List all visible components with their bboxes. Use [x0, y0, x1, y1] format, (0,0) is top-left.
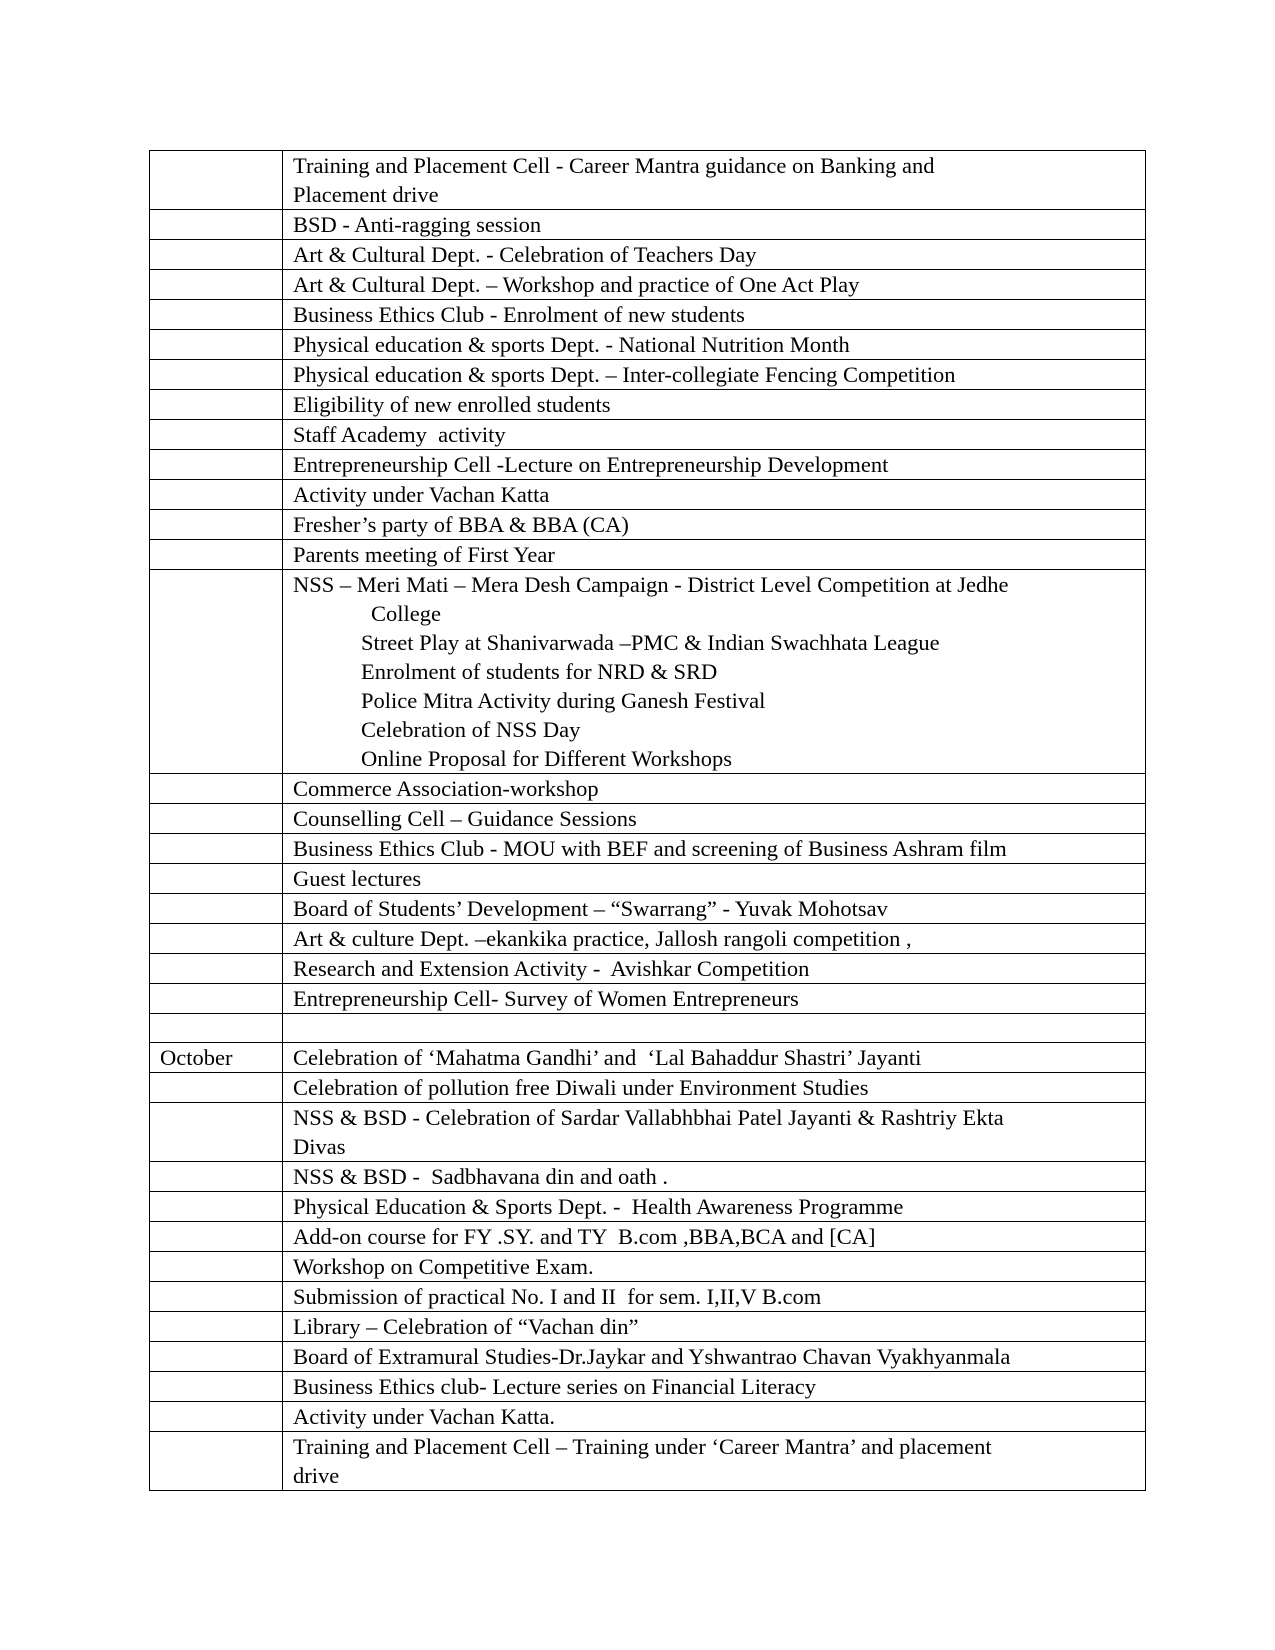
table-row [150, 330, 1146, 360]
activity-text: Guest lectures [293, 866, 422, 891]
month-cell [150, 894, 283, 924]
table-row [150, 390, 1146, 420]
activity-text: Training and Placement Cell - Career Mantra guidance on Banking and Placement drive [293, 153, 935, 207]
table-row [150, 450, 1146, 480]
activity-text: NSS & BSD - Celebration of Sardar Vallabhbhai Patel Jayanti & Rashtriy Ekta Divas [293, 1105, 1004, 1159]
month-cell [150, 360, 283, 390]
schedule-body [150, 151, 1146, 1491]
activity-text: NSS – Meri Mati – Mera Desh Campaign - District Level Competition at Jedhe [293, 572, 1009, 597]
activity-text: Add-on course for FY .SY. and TY B.com ,BBA,BCA and [CA] [293, 1224, 876, 1249]
activity-text: Research and Extension Activity - Avishkar Competition [293, 956, 810, 981]
activity-cell [283, 570, 1146, 774]
activity-sub-item: Street Play at Shanivarwada –PMC & Indian Swachhata League [361, 630, 940, 655]
activity-cell [283, 1312, 1146, 1342]
month-cell [150, 1342, 283, 1372]
table-row [150, 1073, 1146, 1103]
table-row [150, 924, 1146, 954]
month-cell: October [150, 1043, 283, 1073]
month-cell [150, 570, 283, 774]
activity-cell [283, 1014, 1146, 1043]
month-cell [150, 864, 283, 894]
month-cell [150, 924, 283, 954]
month-cell [150, 1192, 283, 1222]
activity-sub-item: Online Proposal for Different Workshops [361, 746, 733, 771]
activity-text: Art & Cultural Dept. - Celebration of Teachers Day [293, 242, 757, 267]
activity-text: NSS & BSD - Sadbhavana din and oath . [293, 1164, 668, 1189]
activity-cell [283, 954, 1146, 984]
activity-cell [283, 540, 1146, 570]
month-cell [150, 540, 283, 570]
activity-cell [283, 1402, 1146, 1432]
table-row [150, 240, 1146, 270]
table-row [150, 210, 1146, 240]
activity-text: Parents meeting of First Year [293, 542, 555, 567]
activity-text: Board of Students’ Development – “Swarrang” - Yuvak Mohotsav [293, 896, 888, 921]
activity-cell [283, 151, 1146, 210]
activity-cell [283, 1372, 1146, 1402]
month-cell [150, 1252, 283, 1282]
table-row [150, 480, 1146, 510]
activity-text: Art & culture Dept. –ekankika practice, Jallosh rangoli competition , [293, 926, 912, 951]
activity-text: Training and Placement Cell – Training under ‘Career Mantra’ and placement drive [293, 1434, 992, 1488]
month-cell [150, 1402, 283, 1432]
table-row [150, 570, 1146, 774]
table-row [150, 1282, 1146, 1312]
activity-text: Entrepreneurship Cell- Survey of Women Entrepreneurs [293, 986, 799, 1011]
activity-cell [283, 984, 1146, 1014]
table-row [150, 1014, 1146, 1043]
month-cell [150, 420, 283, 450]
table-row [150, 540, 1146, 570]
activity-text: Physical Education & Sports Dept. - Health Awareness Programme [293, 1194, 904, 1219]
table-row [150, 510, 1146, 540]
activity-text: Physical education & sports Dept. – Inter-collegiate Fencing Competition [293, 362, 956, 387]
activity-cell [283, 864, 1146, 894]
table-row [150, 1222, 1146, 1252]
table-row [150, 984, 1146, 1014]
activity-text: Celebration of pollution free Diwali under Environment Studies [293, 1075, 869, 1100]
activity-schedule-table [149, 150, 1146, 1491]
month-cell [150, 1103, 283, 1162]
table-row [150, 1043, 1146, 1073]
table-row [150, 1342, 1146, 1372]
table-row [150, 420, 1146, 450]
table-row [150, 151, 1146, 210]
activity-text: Workshop on Competitive Exam. [293, 1254, 594, 1279]
table-row [150, 894, 1146, 924]
activity-cell [283, 1432, 1146, 1491]
activity-text: Business Ethics Club - Enrolment of new students [293, 302, 745, 327]
month-cell [150, 240, 283, 270]
table-row [150, 1103, 1146, 1162]
activity-cell [283, 1222, 1146, 1252]
table-row [150, 360, 1146, 390]
month-cell [150, 954, 283, 984]
table-row [150, 270, 1146, 300]
month-cell [150, 1432, 283, 1491]
activity-text: Fresher’s party of BBA & BBA (CA) [293, 512, 629, 537]
table-row [150, 954, 1146, 984]
activity-sub-item: Enrolment of students for NRD & SRD [361, 659, 718, 684]
activity-text: Commerce Association-workshop [293, 776, 599, 801]
activity-cell [283, 1043, 1146, 1073]
month-cell [150, 1014, 283, 1043]
table-row [150, 1372, 1146, 1402]
activity-sub-item: College [371, 601, 441, 626]
activity-text: Staff Academy activity [293, 422, 506, 447]
activity-cell [283, 924, 1146, 954]
activity-text: Submission of practical No. I and II for sem. I,II,V B.com [293, 1284, 822, 1309]
month-cell [150, 210, 283, 240]
month-cell [150, 804, 283, 834]
activity-cell [283, 270, 1146, 300]
activity-cell [283, 510, 1146, 540]
activity-text: Business Ethics club- Lecture series on Financial Literacy [293, 1374, 816, 1399]
month-cell [150, 480, 283, 510]
activity-cell [283, 1103, 1146, 1162]
month-cell [150, 270, 283, 300]
month-cell [150, 510, 283, 540]
table-row [150, 1402, 1146, 1432]
table-row [150, 804, 1146, 834]
activity-text: Library – Celebration of “Vachan din” [293, 1314, 639, 1339]
activity-cell [283, 1282, 1146, 1312]
activity-cell [283, 450, 1146, 480]
table-row [150, 834, 1146, 864]
activity-text: Celebration of ‘Mahatma Gandhi’ and ‘Lal Bahaddur Shastri’ Jayanti [293, 1045, 922, 1070]
month-cell [150, 300, 283, 330]
month-cell [150, 1372, 283, 1402]
activity-text: Entrepreneurship Cell -Lecture on Entrepreneurship Development [293, 452, 889, 477]
activity-cell [283, 480, 1146, 510]
table-row [150, 1252, 1146, 1282]
activity-text: Art & Cultural Dept. – Workshop and practice of One Act Play [293, 272, 860, 297]
activity-cell [283, 390, 1146, 420]
activity-cell [283, 300, 1146, 330]
month-cell [150, 450, 283, 480]
activity-cell [283, 420, 1146, 450]
activity-cell [283, 834, 1146, 864]
table-row [150, 1432, 1146, 1491]
activity-text: Physical education & sports Dept. - National Nutrition Month [293, 332, 850, 357]
activity-cell [283, 1162, 1146, 1192]
month-cell [150, 1073, 283, 1103]
month-cell [150, 1312, 283, 1342]
activity-cell [283, 1073, 1146, 1103]
activity-text: BSD - Anti-ragging session [293, 212, 542, 237]
activity-text: Counselling Cell – Guidance Sessions [293, 806, 637, 831]
activity-cell [283, 774, 1146, 804]
activity-cell [283, 894, 1146, 924]
month-cell [150, 1282, 283, 1312]
activity-sub-item: Police Mitra Activity during Ganesh Festival [361, 688, 766, 713]
activity-cell [283, 804, 1146, 834]
table-row [150, 774, 1146, 804]
month-cell [150, 834, 283, 864]
month-cell [150, 1222, 283, 1252]
activity-cell [283, 360, 1146, 390]
table-row [150, 1162, 1146, 1192]
activity-text: Business Ethics Club - MOU with BEF and screening of Business Ashram film [293, 836, 1007, 861]
table-row [150, 864, 1146, 894]
activity-text: Board of Extramural Studies-Dr.Jaykar and Yshwantrao Chavan Vyakhyanmala [293, 1344, 1011, 1369]
activity-sub-item: Celebration of NSS Day [361, 717, 581, 742]
activity-cell [283, 330, 1146, 360]
activity-text: Eligibility of new enrolled students [293, 392, 611, 417]
month-cell [150, 151, 283, 210]
table-row [150, 300, 1146, 330]
month-cell [150, 330, 283, 360]
month-cell [150, 984, 283, 1014]
activity-cell [283, 1192, 1146, 1222]
activity-cell [283, 1252, 1146, 1282]
month-cell [150, 390, 283, 420]
activity-cell [283, 1342, 1146, 1372]
activity-cell [283, 240, 1146, 270]
activity-cell [283, 210, 1146, 240]
table-row [150, 1312, 1146, 1342]
month-cell [150, 774, 283, 804]
month-cell [150, 1162, 283, 1192]
activity-text: Activity under Vachan Katta [293, 482, 550, 507]
activity-text: Activity under Vachan Katta. [293, 1404, 556, 1429]
table-row [150, 1192, 1146, 1222]
